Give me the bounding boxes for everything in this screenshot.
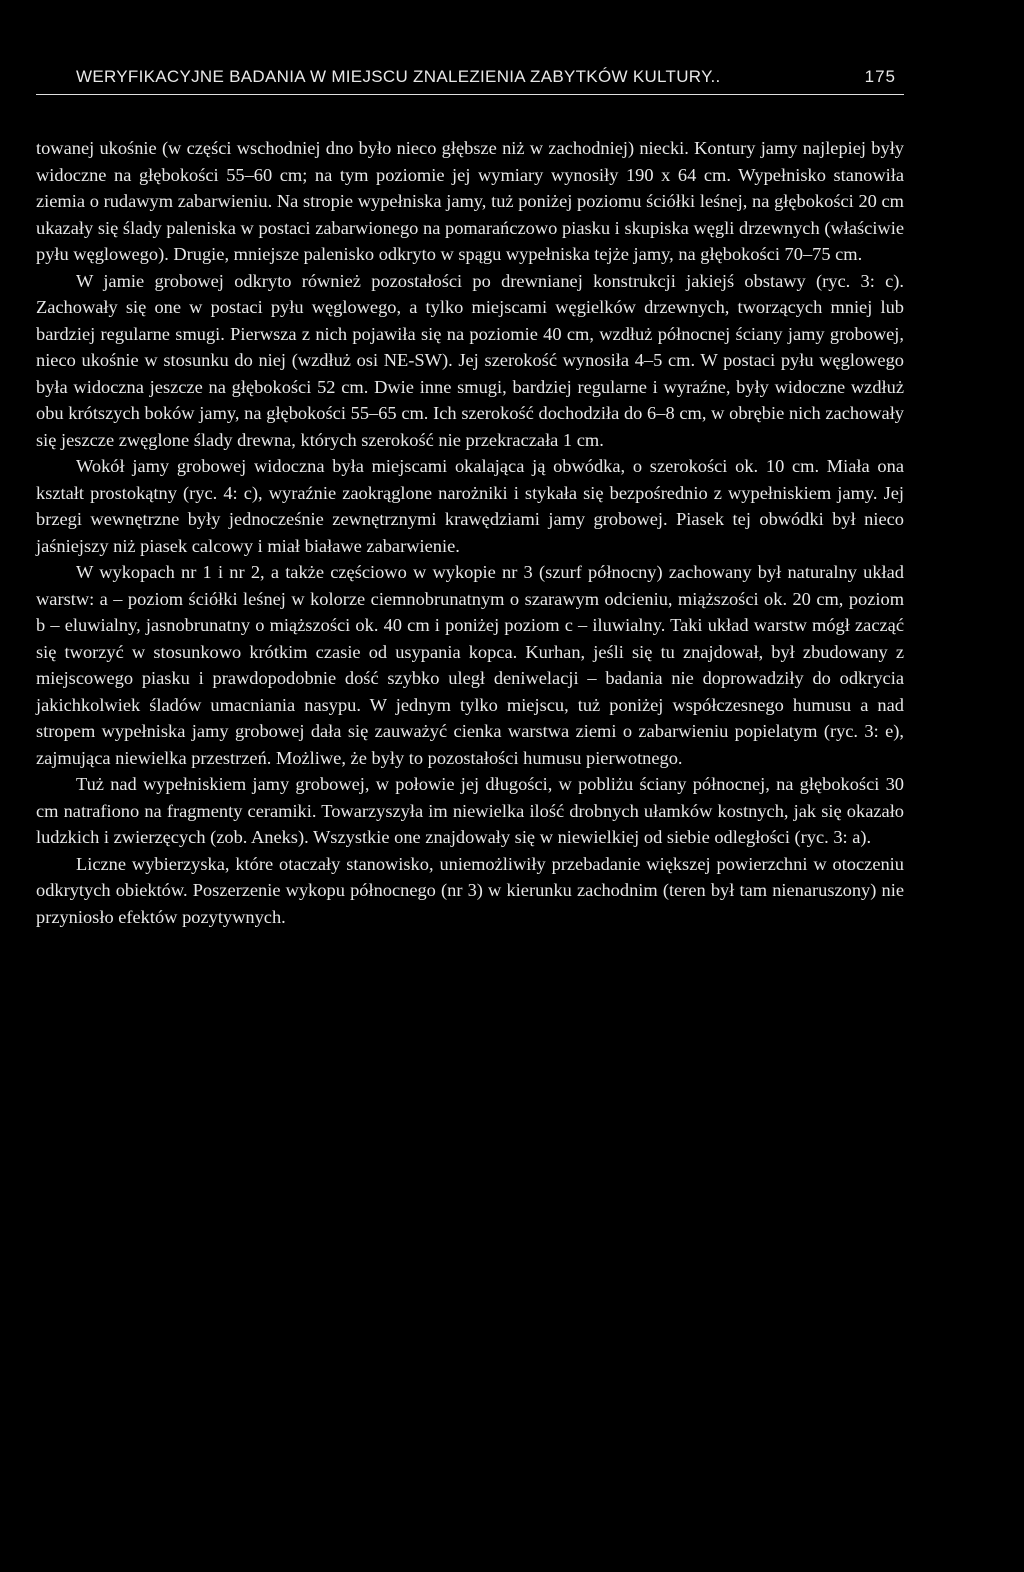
running-header-title: WERYFIKACYJNE BADANIA W MIEJSCU ZNALEZIENIA ZABYTKÓW KULTURY..	[76, 67, 721, 86]
paragraph-4: W wykopach nr 1 i nr 2, a także częściowo w wykopie nr 3 (szurf północny) zachowany był naturalny układ warstw: a – poziom ściółki leśnej w kolorze ciemnobrunatnym o szarawym odcieniu, miąższości ok. 20 cm, poziom b – eluwialny, jasnobrunatny o miąższości ok. 40 cm i poniżej poziom c – iluwialny. Taki układ warstw mógł zacząć się tworzyć w stosunkowo krótkim czasie od usypania kopca. Kurhan, jeśli się tu znajdował, był zbudowany z miejscowego piasku i prawdopodobnie dość szybko uległ deniwelacji – badania nie doprowadziły do odkrycia jakichkolwiek śladów umacniania nasypu. W jednym tylko miejscu, tuż poniżej współczesnego humusu a nad stropem wypełniska jamy grobowej dała się zauważyć cienka warstwa ziemi o zabarwieniu popielatym (ryc. 3: e), zajmująca niewielka przestrzeń. Możliwe, że były to pozostałości humusu pierwotnego.	[36, 562, 904, 768]
paragraph-5: Tuż nad wypełniskiem jamy grobowej, w połowie jej długości, w pobliżu ściany północnej, na głębokości 30 cm natrafiono na fragmenty ceramiki. Towarzyszyła im niewielka ilość drobnych ułamków kostnych, jak się okazało ludzkich i zwierzęcych (zob. Aneks). Wszystkie one znajdowały się w niewielkiej od siebie odległości (ryc. 3: a).	[36, 774, 904, 847]
paragraph-3: Wokół jamy grobowej widoczna była miejscami okalająca ją obwódka, o szerokości ok. 10 cm. Miała ona kształt prostokątny (ryc. 4: c), wyraźnie zaokrąglone narożniki i stykała się bezpośrednio z wypełniskiem jamy. Jej brzegi wewnętrzne były jednocześnie zewnętrznymi krawędziami jamy grobowej. Piasek tej obwódki był nieco jaśniejszy niż piasek calcowy i miał białawe zabarwienie.	[36, 456, 904, 556]
page-number: 175	[864, 67, 896, 86]
document-page	[36, 60, 904, 930]
body-text	[36, 135, 904, 930]
running-header	[36, 60, 904, 95]
paragraph-1: towanej ukośnie (w części wschodniej dno było nieco głębsze niż w zachodniej) niecki. Kontury jamy najlepiej były widoczne na głębokości 55–60 cm; na tym poziomie jej wymiary wynosiły 190 x 64 cm. Wypełnisko stanowiła ziemia o rudawym zabarwieniu. Na stropie wypełniska jamy, tuż poniżej poziomu ściółki leśnej, na głębokości 20 cm ukazały się ślady paleniska w postaci zabarwionego na pomarańczowo piasku i skupiska węgli drzewnych (właściwie pyłu węglowego). Drugie, mniejsze palenisko odkryto w spągu wypełniska tejże jamy, na głębokości 70–75 cm.	[36, 138, 904, 264]
paragraph-2: W jamie grobowej odkryto również pozostałości po drewnianej konstrukcji jakiejś obstawy (ryc. 3: c). Zachowały się one w postaci pyłu węglowego, a tylko miejscami węgielków drzewnych, tworzących mniej lub bardziej regularne smugi. Pierwsza z nich pojawiła się na poziomie 40 cm, wzdłuż północnej ściany jamy grobowej, nieco ukośnie w stosunku do niej (wzdłuż osi NE-SW). Jej szerokość wynosiła 4–5 cm. W postaci pyłu węglowego była widoczna jeszcze na głębokości 52 cm. Dwie inne smugi, bardziej regularne i wyraźne, były widoczne wzdłuż obu krótszych boków jamy, na głębokości 55–65 cm. Ich szerokość dochodziła do 6–8 cm, w obrębie nich zachowały się jeszcze zwęglone ślady drewna, których szerokość nie przekraczała 1 cm.	[36, 270, 904, 450]
paragraph-6: Liczne wybierzyska, które otaczały stanowisko, uniemożliwiły przebadanie większej powierzchni w otoczeniu odkrytych obiektów. Poszerzenie wykopu północnego (nr 3) w kierunku zachodnim (teren był tam nienaruszony) nie przyniosło efektów pozytywnych.	[36, 853, 904, 927]
